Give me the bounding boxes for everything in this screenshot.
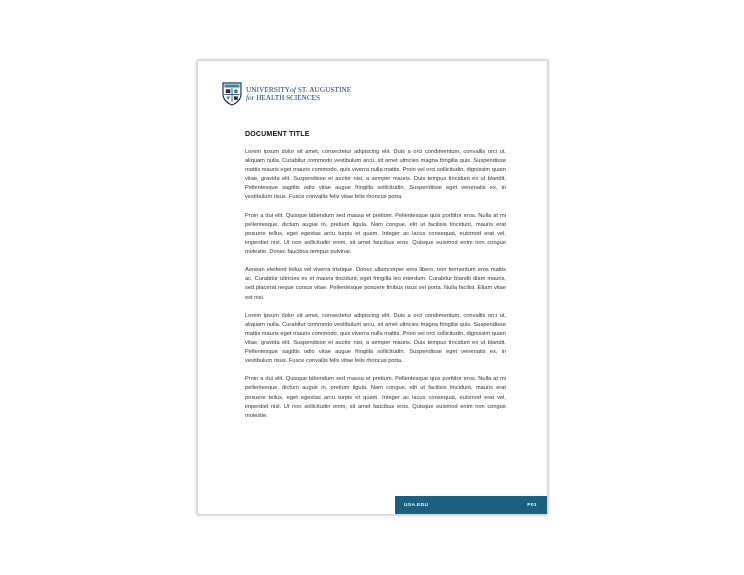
paragraph-2: Proin a dui elit. Quisque bibendum sed massa et pretium. Pellentesque quis porttitor eros. Nulla at mi pellentesque, dictum augue in, pretium ligula. Nam congue, elit ut facilisis tincidunt, mauris erat posuere tellus, eget egestas arcu turpis et quam. Integer ac lacus consequat, euismod erat vel, imperdiet nisl. Ut non sollicitudin enim, sit amet faucibus eros. Quisque euismod enim non congue molestie. Donec faucibus tempus pulvinar. <box>245 212 506 256</box>
shield-crest-icon <box>222 82 242 106</box>
logo-word-for: for <box>246 94 255 102</box>
paragraph-1: Lorem ipsum dolor sit amet, consectetur adipiscing elit. Duis a orci condimentum, convallis orci ut, aliquam nulla. Curabitur commodo vestibulum arcu, sit amet ultricies magna fringilla quis. Suspendisse mattis mauris eget mauris commodo, quis viverra nulla mattis. Proin vel orci sollicitudin, dignissim quam vitae, gravida elit. Suspendisse et auctor nisi, a semper mauris. Duis tempus tincidunt ex ut blandit. Pellentesque sagittis odio vitae augue fringilla sollicitudin. Suspendisse eget venenatis ex, in vestibulum risus. Fusce convallis felis vitae felis rhoncus porta. <box>245 149 506 201</box>
footer-bar <box>395 496 547 514</box>
document-title: DOCUMENT TITLE <box>245 131 310 138</box>
university-logo <box>222 82 351 106</box>
footer-website: USA.EDU <box>404 502 429 508</box>
document-body <box>245 148 506 430</box>
logo-word-health-sciences: HEALTH SCIENCES <box>254 94 321 102</box>
logo-wordmark <box>246 86 351 102</box>
paragraph-5: Proin a dui elit. Quisque bibendum sed massa et pretium. Pellentesque quis porttitor eros. Nulla at mi pellentesque, dictum augue in, pretium ligula. Nam congue, elit ut facilisis tincidunt, mauris erat posuere tellus, eget egestas arcu turpis et quam. Integer ac lacus consequat, euismod erat vel, imperdiet nisl. Ut non sollicitudin enim, sit amet faucibus eros. Quisque euismod enim non congue molestie. <box>245 376 506 419</box>
document-page <box>197 60 548 515</box>
logo-word-university: UNIVERSITY <box>246 86 291 94</box>
footer-page-number: P01 <box>527 502 537 508</box>
logo-word-st-augustine: ST. AUGUSTINE <box>295 86 352 94</box>
logo-word-of: of <box>290 86 296 94</box>
paragraph-3: Aenean eleifend tellus vel viverra tristique. Donec ullamcorper eros libero, non fermentum eros mattis ac. Curabitur ultricies ex et mauris tincidunt, eget fringilla leo interdum. Curabitur blandit diam mauris, sed placerat neque cursus vitae. Pellentesque posuere finibus risus vel porta. Nulla facilisi. Etiam vitae est nisi. <box>245 267 506 301</box>
paragraph-4: Lorem ipsum dolor sit amet, consectetur adipiscing elit. Duis a orci condimentum, convallis orci ut, aliquam nulla. Curabitur commodo vestibulum arcu, sit amet ultricies magna fringilla quis. Suspendisse mattis mauris eget mauris commodo, quis viverra nulla mattis. Proin vel orci sollicitudin, dignissim quam vitae, gravida elit. Suspendisse et auctor nisi, a semper mauris. Duis tempus tincidunt ex ut blandit. Pellentesque sagittis odio vitae augue fringilla sollicitudin. Suspendisse eget venenatis ex, in vestibulum risus. Fusce convallis felis vitae felis rhoncus porta. <box>245 312 506 365</box>
